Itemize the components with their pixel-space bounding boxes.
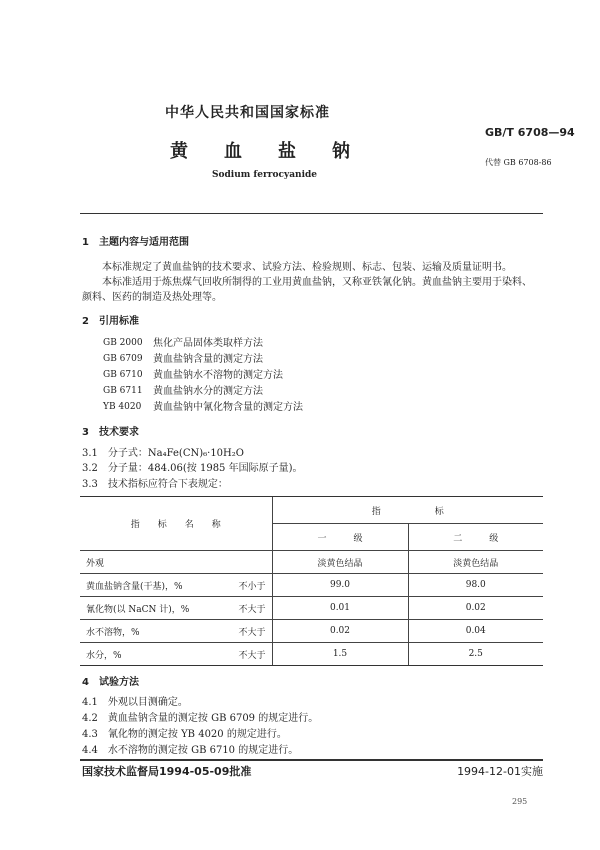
issuing-org: 中华人民共和国国家标准 xyxy=(165,105,330,121)
grade-2-value: 98.0 xyxy=(408,574,543,597)
grade-1-value: 99.0 xyxy=(272,574,408,597)
header-grade-1: 一 级 xyxy=(272,524,408,551)
grade-1-value: 1.5 xyxy=(272,643,408,666)
footer-divider xyxy=(80,759,543,761)
ref-title: 焦化产品固体类取样方法 xyxy=(153,338,263,349)
row-name: 水分，% xyxy=(86,650,122,661)
section-heading: 3 技术要求 xyxy=(82,427,139,438)
ref-code: GB 6710 xyxy=(103,370,143,380)
grade-2-value: 2.5 xyxy=(408,643,543,666)
row-limit: 不大于 xyxy=(238,650,266,661)
grade-1-value: 0.01 xyxy=(272,597,408,620)
paragraph: 本标准规定了黄血盐钠的技术要求、试验方法、检验规则、标志、包装、运输及质量证明书。 xyxy=(102,262,512,273)
section-heading: 2 引用标准 xyxy=(82,316,139,327)
row-name: 氰化物(以 NaCN 计)，% xyxy=(86,604,190,615)
standard-number: GB/T 6708—94 xyxy=(485,126,575,139)
ref-title: 黄血盐钠水不溶物的测定方法 xyxy=(153,370,283,381)
row-name: 黄血盐钠含量(干基)，% xyxy=(86,581,183,592)
grade-1-value: 0.02 xyxy=(272,620,408,643)
grade-2-value: 淡黄色结晶 xyxy=(408,551,543,574)
header-grade-2: 二 级 xyxy=(408,524,543,551)
ref-title: 黄血盐钠水分的测定方法 xyxy=(153,386,263,397)
clause: 4.1 外观以目测确定。 xyxy=(82,697,188,708)
header-indicator-name: 指 标 名 称 xyxy=(80,497,272,551)
replaces-note: 代替 GB 6708-86 xyxy=(485,158,552,167)
table-row xyxy=(80,643,543,666)
ref-title: 黄血盐钠中氰化物含量的测定方法 xyxy=(153,402,303,413)
effective-date: 1994-12-01实施 xyxy=(457,765,543,778)
row-limit: 不小于 xyxy=(238,581,266,592)
section-heading: 1 主题内容与适用范围 xyxy=(82,237,189,248)
section-heading: 4 试验方法 xyxy=(82,677,139,688)
ref-code: GB 2000 xyxy=(103,338,143,348)
clause: 3.2 分子量：484.06(按 1985 年国际原子量)。 xyxy=(82,463,303,474)
table-row xyxy=(80,551,543,574)
page-number: 295 xyxy=(512,797,528,806)
clause: 4.3 氰化物的测定按 YB 4020 的规定进行。 xyxy=(82,729,287,740)
paragraph: 本标准适用于炼焦煤气回收所制得的工业用黄血盐钠，又称亚铁氰化钠。黄血盐钠主要用于染料、 xyxy=(102,277,532,288)
paragraph: 颜料、医药的制造及热处理等。 xyxy=(82,292,222,303)
clause: 3.1 分子式：Na₄Fe(CN)₆·10H₂O xyxy=(82,448,244,459)
divider xyxy=(80,213,543,214)
table-row xyxy=(80,597,543,620)
row-name: 水不溶物，% xyxy=(86,627,140,638)
table-row xyxy=(80,574,543,597)
grade-1-value: 淡黄色结晶 xyxy=(272,551,408,574)
spec-table xyxy=(80,496,543,666)
title-english: Sodium ferrocyanide xyxy=(212,170,318,180)
clause: 4.4 水不溶物的测定按 GB 6710 的规定进行。 xyxy=(82,745,299,756)
ref-title: 黄血盐钠含量的测定方法 xyxy=(153,354,263,365)
row-limit: 不大于 xyxy=(238,627,266,638)
row-limit: 不大于 xyxy=(238,604,266,615)
grade-2-value: 0.04 xyxy=(408,620,543,643)
grade-2-value: 0.02 xyxy=(408,597,543,620)
ref-code: GB 6709 xyxy=(103,354,143,364)
clause: 3.3 技术指标应符合下表规定： xyxy=(82,479,228,490)
approval-date: 国家技术监督局1994-05-09批准 xyxy=(82,765,252,778)
table-row xyxy=(80,620,543,643)
header-indicator: 指 标 xyxy=(272,497,543,524)
clause: 4.2 黄血盐钠含量的测定按 GB 6709 的规定进行。 xyxy=(82,713,319,724)
ref-code: YB 4020 xyxy=(103,402,142,412)
ref-code: GB 6711 xyxy=(103,386,143,396)
doc-title: 黄 血 盐 钠 xyxy=(170,141,350,162)
row-name: 外观 xyxy=(86,558,105,569)
